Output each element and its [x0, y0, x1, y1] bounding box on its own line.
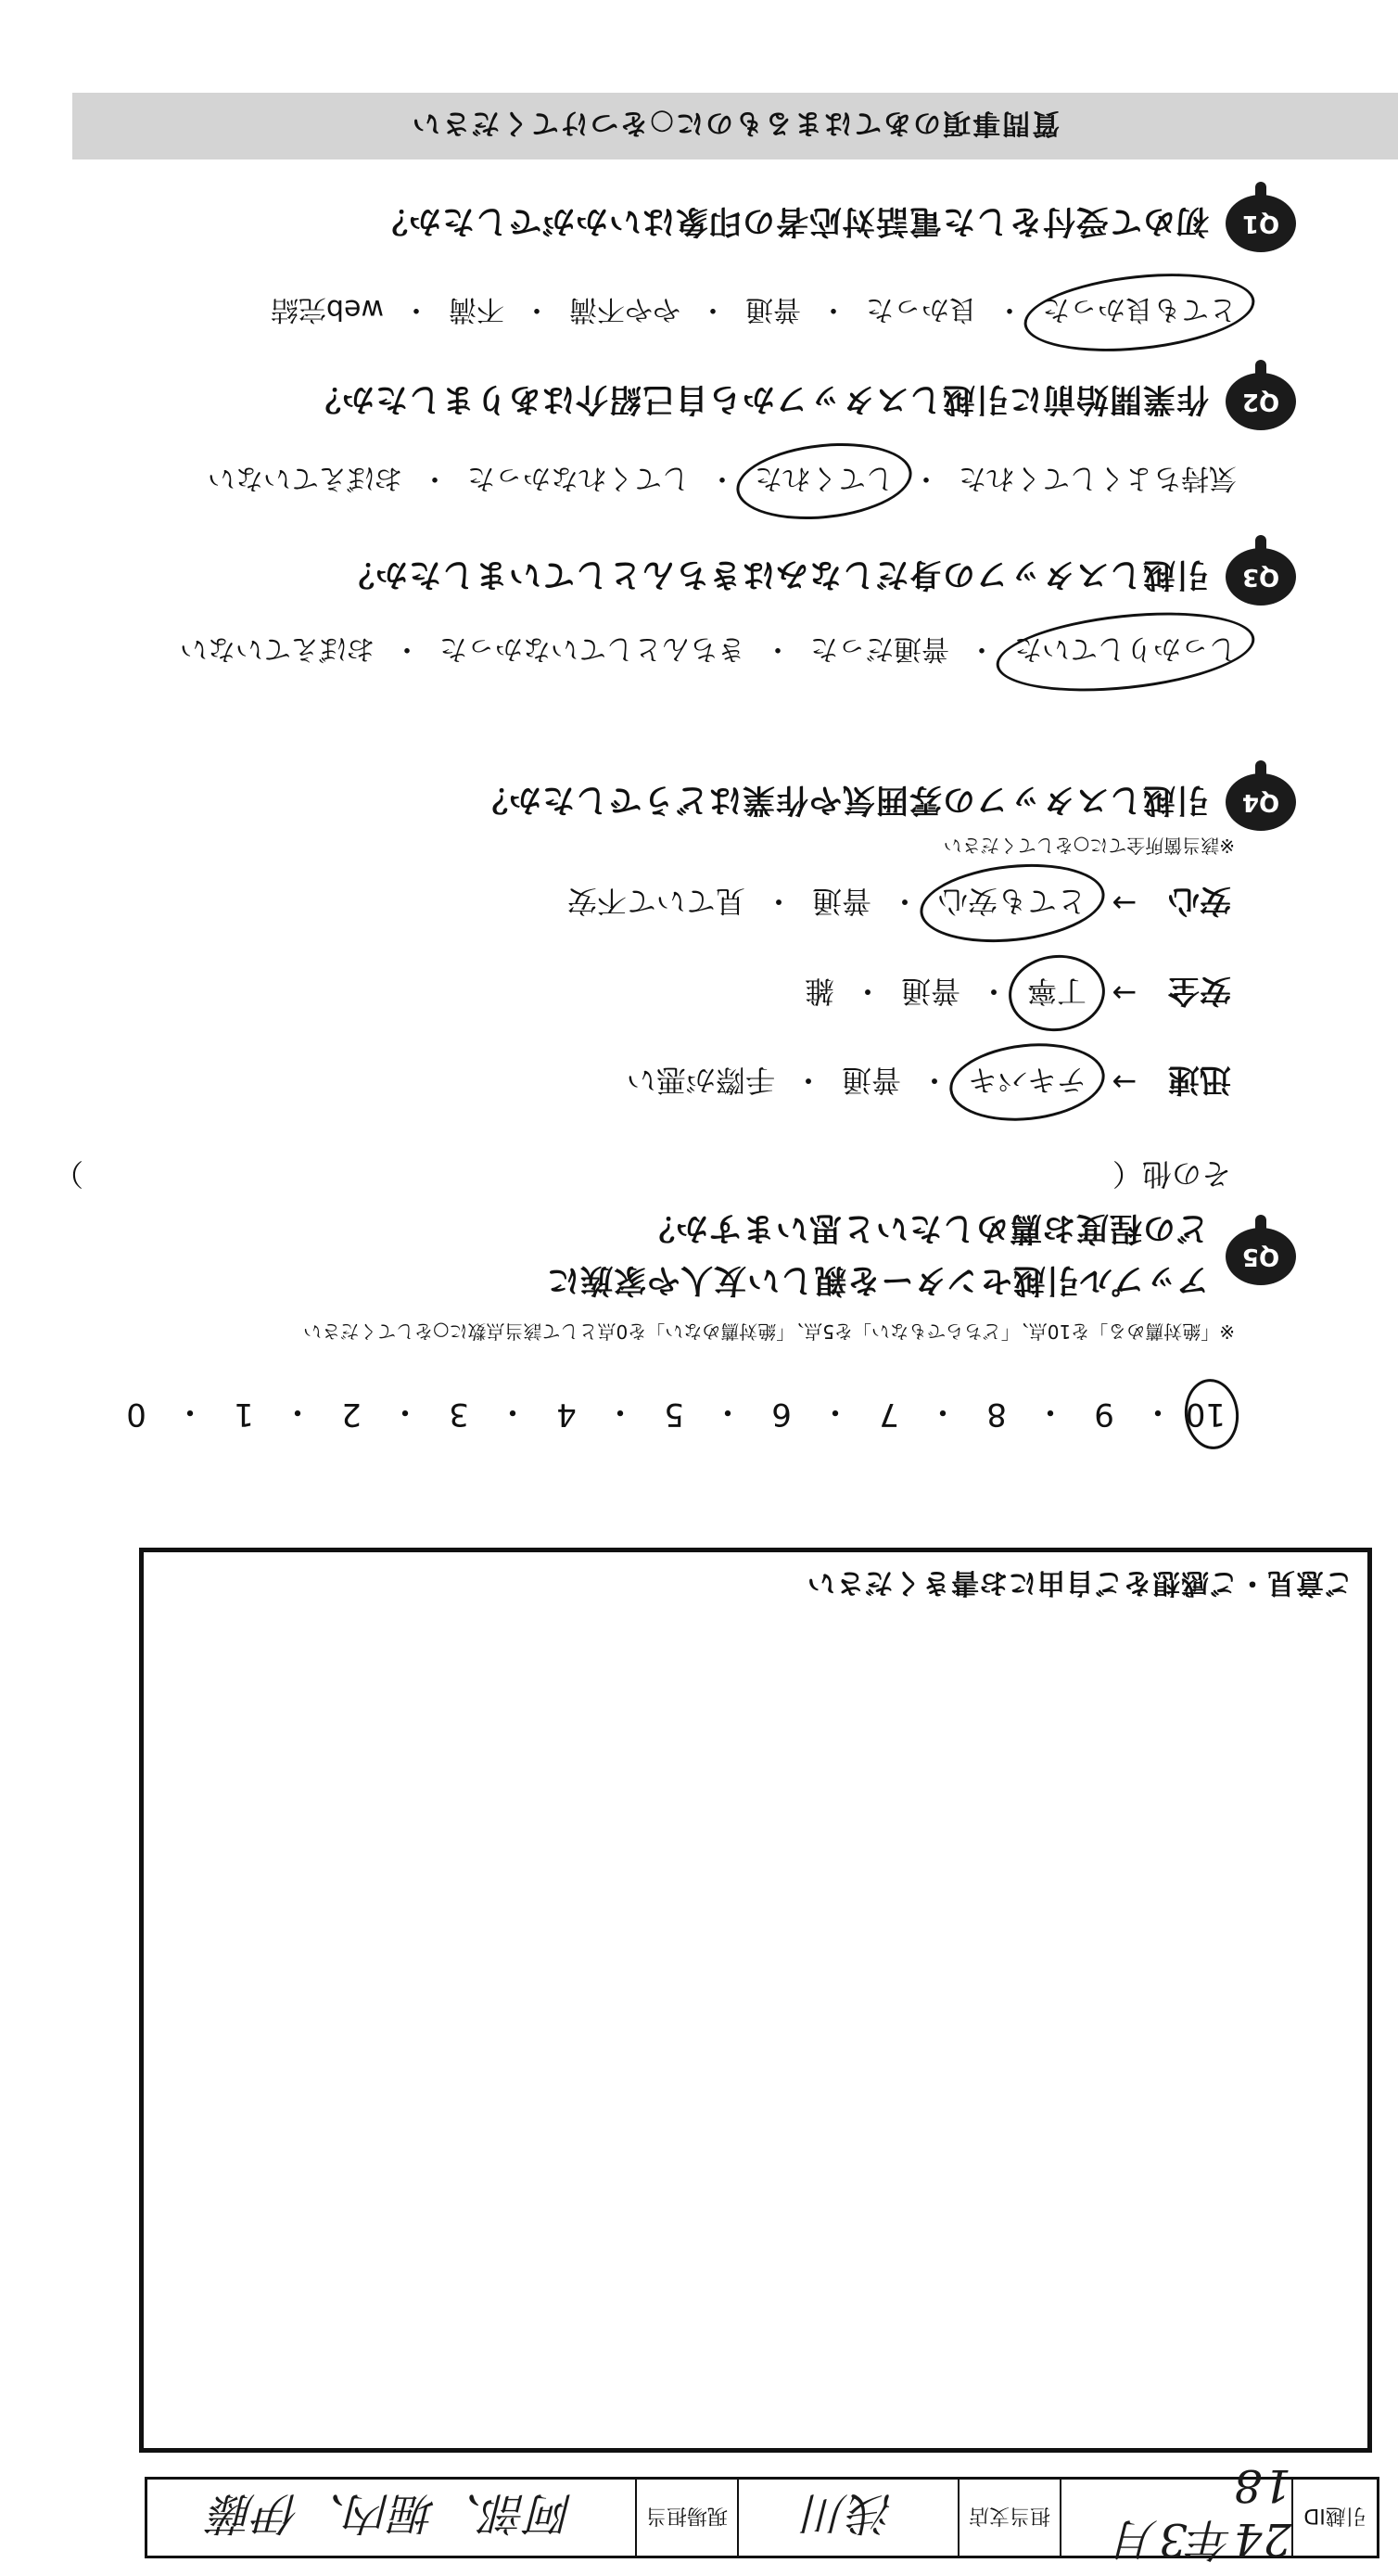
- q2-option[interactable]: おぼえていない: [208, 462, 402, 494]
- q4-option[interactable]: テキパキ: [962, 1062, 1092, 1104]
- staff-value-cell: [147, 2480, 635, 2556]
- staff-label-cell: [635, 2480, 737, 2556]
- q2-text: 作業開始前に引越しスタッフから自己紹介はありましたか？: [307, 380, 1209, 417]
- store-value-cell: [737, 2480, 958, 2556]
- q4-option[interactable]: 普通: [900, 974, 960, 1010]
- score-option[interactable]: 7: [879, 1396, 899, 1434]
- q4-row-label: 安心: [1168, 882, 1231, 919]
- store-value: 浅川: [803, 2487, 895, 2540]
- q1-badge: Q1: [1226, 195, 1296, 252]
- q2-option[interactable]: してくれた: [749, 461, 899, 502]
- q3-options: しっかりしていた ・ 普通だった ・ きちんとしていなかった ・ おぼえていない: [174, 631, 1242, 672]
- q3-option[interactable]: 普通だった: [810, 632, 949, 665]
- id-value-cell: [1060, 2459, 1291, 2566]
- q4-other-label: その他（: [1112, 1156, 1231, 1192]
- staff-label: 現場担当: [646, 2504, 729, 2528]
- q5-question: [546, 1207, 1296, 1306]
- q5-score-scale: 10 ・ 9 ・ 8 ・ 7 ・ 6 ・ 5 ・ 4 ・ 3 ・ 2 ・ 1 ・ 0: [122, 1392, 1226, 1437]
- q3-text: 引越しスタッフの身だしなみはきちんとしていましたか？: [340, 555, 1209, 593]
- id-value: 24年3月18: [1112, 2459, 1291, 2566]
- q2-options: 気持ちよくしてくれた ・ してくれた ・ してくれなかった ・ おぼえていない: [202, 461, 1242, 502]
- store-label-cell: [958, 2480, 1060, 2556]
- q2-question: [308, 373, 1296, 430]
- q3-question: [341, 548, 1296, 606]
- header-row: [145, 2459, 1379, 2566]
- score-option[interactable]: 10: [1185, 1396, 1226, 1434]
- q1-option[interactable]: web完結: [270, 293, 384, 325]
- score-option[interactable]: 5: [664, 1396, 684, 1434]
- q2-option[interactable]: 気持ちよくしてくれた: [959, 462, 1237, 494]
- arrow-right-icon: →: [1112, 1065, 1137, 1101]
- q4-row-jinsoku: 迅速 → テキパキ ・ 普通 ・ 手際が悪い: [621, 1060, 1231, 1105]
- score-option[interactable]: 8: [986, 1396, 1007, 1434]
- instruction-banner: [72, 93, 1398, 159]
- staff-value: 阿部、堀内、伊藤: [210, 2487, 574, 2540]
- q1-options: とても良かった ・ 良かった ・ 普通 ・ やや不満 ・ 不満 ・ web完結: [265, 292, 1242, 333]
- q4-option[interactable]: とても安心: [933, 883, 1092, 925]
- score-option[interactable]: 2: [341, 1396, 362, 1434]
- q3-option[interactable]: おぼえていない: [180, 632, 375, 665]
- comment-box[interactable]: [139, 1548, 1372, 2453]
- arrow-right-icon: →: [1112, 886, 1137, 922]
- score-option[interactable]: 3: [449, 1396, 469, 1434]
- q3-option[interactable]: きちんとしていなかった: [439, 632, 745, 665]
- score-option[interactable]: 6: [771, 1396, 792, 1434]
- score-option[interactable]: 4: [556, 1396, 577, 1434]
- comment-title: ご意見・ご感想をご自由にお書きください: [807, 1566, 1353, 1599]
- arrow-right-icon: →: [1112, 976, 1137, 1012]
- q1-question: [375, 195, 1296, 252]
- id-label-cell: [1291, 2480, 1377, 2556]
- q5-note: ※「絶対薦める」を10点、「どちらでもない」を5点、「絶対薦めない」を0点として該当点数に○をしてください: [303, 1320, 1235, 1343]
- q4-option[interactable]: 見ていて不安: [566, 884, 745, 920]
- q4-option[interactable]: 手際が悪い: [626, 1063, 775, 1099]
- q2-badge: Q2: [1226, 373, 1296, 430]
- q4-option[interactable]: 雑: [804, 974, 834, 1010]
- q4-text: 引越しスタッフの雰囲気や作業はどうでしたか？: [474, 781, 1209, 818]
- q5-text-line1: アップル引越センターを親しい友人や家族に: [546, 1261, 1209, 1298]
- q4-note: ※該当箇所全てに○をしてください: [943, 835, 1235, 857]
- q4-row-label: 安全: [1168, 972, 1231, 1009]
- score-option[interactable]: 9: [1094, 1396, 1114, 1434]
- q1-option[interactable]: やや不満: [569, 293, 680, 325]
- score-option[interactable]: 1: [234, 1396, 254, 1434]
- q1-option[interactable]: 良かった: [866, 293, 977, 325]
- score-option[interactable]: 0: [126, 1396, 146, 1434]
- q4-option[interactable]: 丁寧: [1022, 973, 1092, 1015]
- q5-badge: Q5: [1226, 1228, 1296, 1285]
- q3-badge: Q3: [1226, 548, 1296, 606]
- q4-row-anshin: 安心 → とても安心 ・ 普通 ・ 見ていて不安: [562, 881, 1231, 926]
- q1-option[interactable]: とても良かった: [1036, 292, 1242, 333]
- q4-option[interactable]: 普通: [811, 884, 871, 920]
- q5-text-line2: どの程度お薦めしたいと思いますか？: [641, 1209, 1209, 1246]
- store-label: 担当支店: [969, 2504, 1051, 2528]
- q4-question: [475, 773, 1296, 831]
- instruction-banner-text: 質問事項のあてはまるものに○をつけてください: [410, 107, 1061, 139]
- id-label: 引越ID: [1303, 2504, 1366, 2528]
- q5-text: [546, 1207, 1209, 1306]
- q1-option[interactable]: 不満: [449, 293, 504, 325]
- q1-text: 初めて受付をした電話対応者の印象はいかがでしたか？: [374, 202, 1209, 239]
- q4-other: [54, 1154, 1231, 1197]
- q1-option[interactable]: 普通: [745, 293, 801, 325]
- q4-badge: Q4: [1226, 773, 1296, 831]
- q4-other-close: ）: [54, 1156, 84, 1192]
- q4-row-label: 迅速: [1168, 1061, 1231, 1098]
- q2-option[interactable]: してくれなかった: [467, 462, 690, 494]
- q3-option[interactable]: しっかりしていた: [1009, 631, 1242, 672]
- q4-option[interactable]: 普通: [841, 1063, 901, 1099]
- q4-row-anzen: 安全 → 丁寧 ・ 普通 ・ 雑: [799, 971, 1231, 1016]
